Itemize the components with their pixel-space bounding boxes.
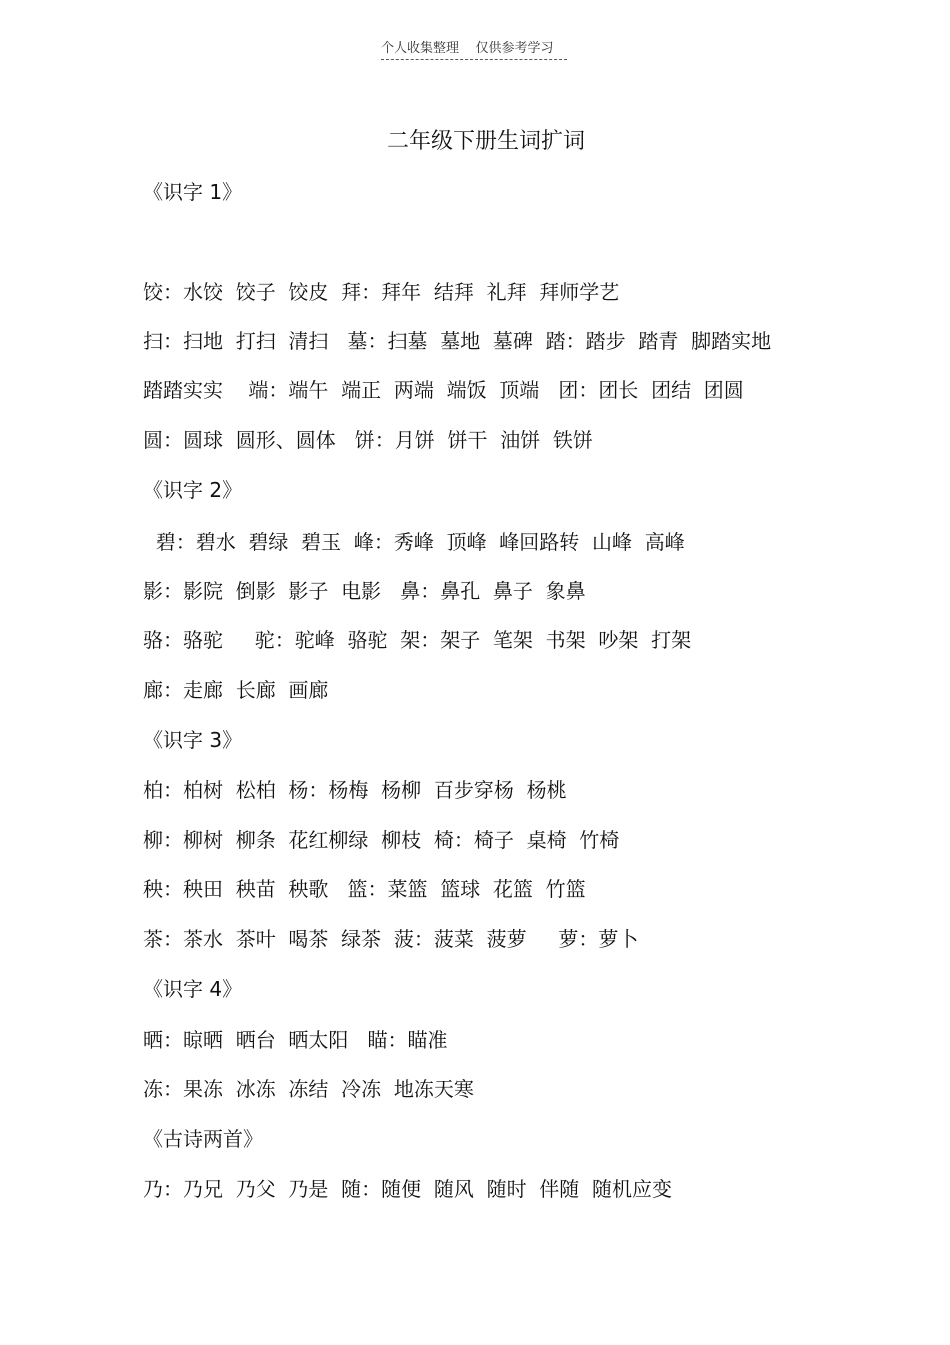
text-line: 冻：果冻 冰冻 冻结 冷冻 地冻天寒	[143, 1077, 474, 1101]
text-line: 柳：柳树 柳条 花红柳绿 柳枝 椅：椅子 桌椅 竹椅	[143, 828, 620, 852]
text-line: 骆：骆驼 驼：驼峰 骆驼 架：架子 笔架 书架 吵架 打架	[143, 628, 692, 652]
section-heading-shizi-1: 《识字 1》	[143, 180, 243, 204]
text-line: 廊：走廊 长廊 画廊	[143, 678, 329, 702]
text-line: 茶：茶水 茶叶 喝茶 绿茶 菠：菠菜 菠萝 萝：萝卜	[143, 927, 639, 951]
text-line: 碧：碧水 碧绿 碧玉 峰：秀峰 顶峰 峰回路转 山峰 高峰	[143, 530, 685, 554]
text-line: 柏：柏树 松柏 杨：杨梅 杨柳 百步穿杨 杨桃	[143, 778, 567, 802]
text-line: 秧：秧田 秧苗 秧歌 篮：菜篮 篮球 花篮 竹篮	[143, 877, 586, 901]
section-heading-shizi-3: 《识字 3》	[143, 728, 243, 752]
section-heading-shizi-4: 《识字 4》	[143, 977, 243, 1001]
section-heading-gushi: 《古诗两首》	[143, 1127, 263, 1151]
page-header: 个人收集整理 仅供参考学习	[381, 41, 554, 56]
document-title: 二年级下册生词扩词	[386, 129, 585, 154]
text-line: 影：影院 倒影 影子 电影 鼻：鼻孔 鼻子 象鼻	[143, 579, 586, 603]
text-line: 踏踏实实 端：端午 端正 两端 端饭 顶端 团：团长 团结 团圆	[143, 378, 744, 402]
text-line: 乃：乃兄 乃父 乃是 随：随便 随风 随时 伴随 随机应变	[143, 1177, 673, 1201]
text-line: 扫：扫地 打扫 清扫 墓：扫墓 墓地 墓碑 踏：踏步 踏青 脚踏实地	[143, 329, 772, 353]
text-line: 圆：圆球 圆形、圆体 饼：月饼 饼干 油饼 铁饼	[143, 428, 593, 452]
text-line: 饺：水饺 饺子 饺皮 拜：拜年 结拜 礼拜 拜师学艺	[143, 280, 620, 304]
header-divider	[381, 59, 567, 60]
section-heading-shizi-2: 《识字 2》	[143, 478, 243, 502]
text-line: 晒：晾晒 晒台 晒太阳 瞄：瞄准	[143, 1028, 448, 1052]
